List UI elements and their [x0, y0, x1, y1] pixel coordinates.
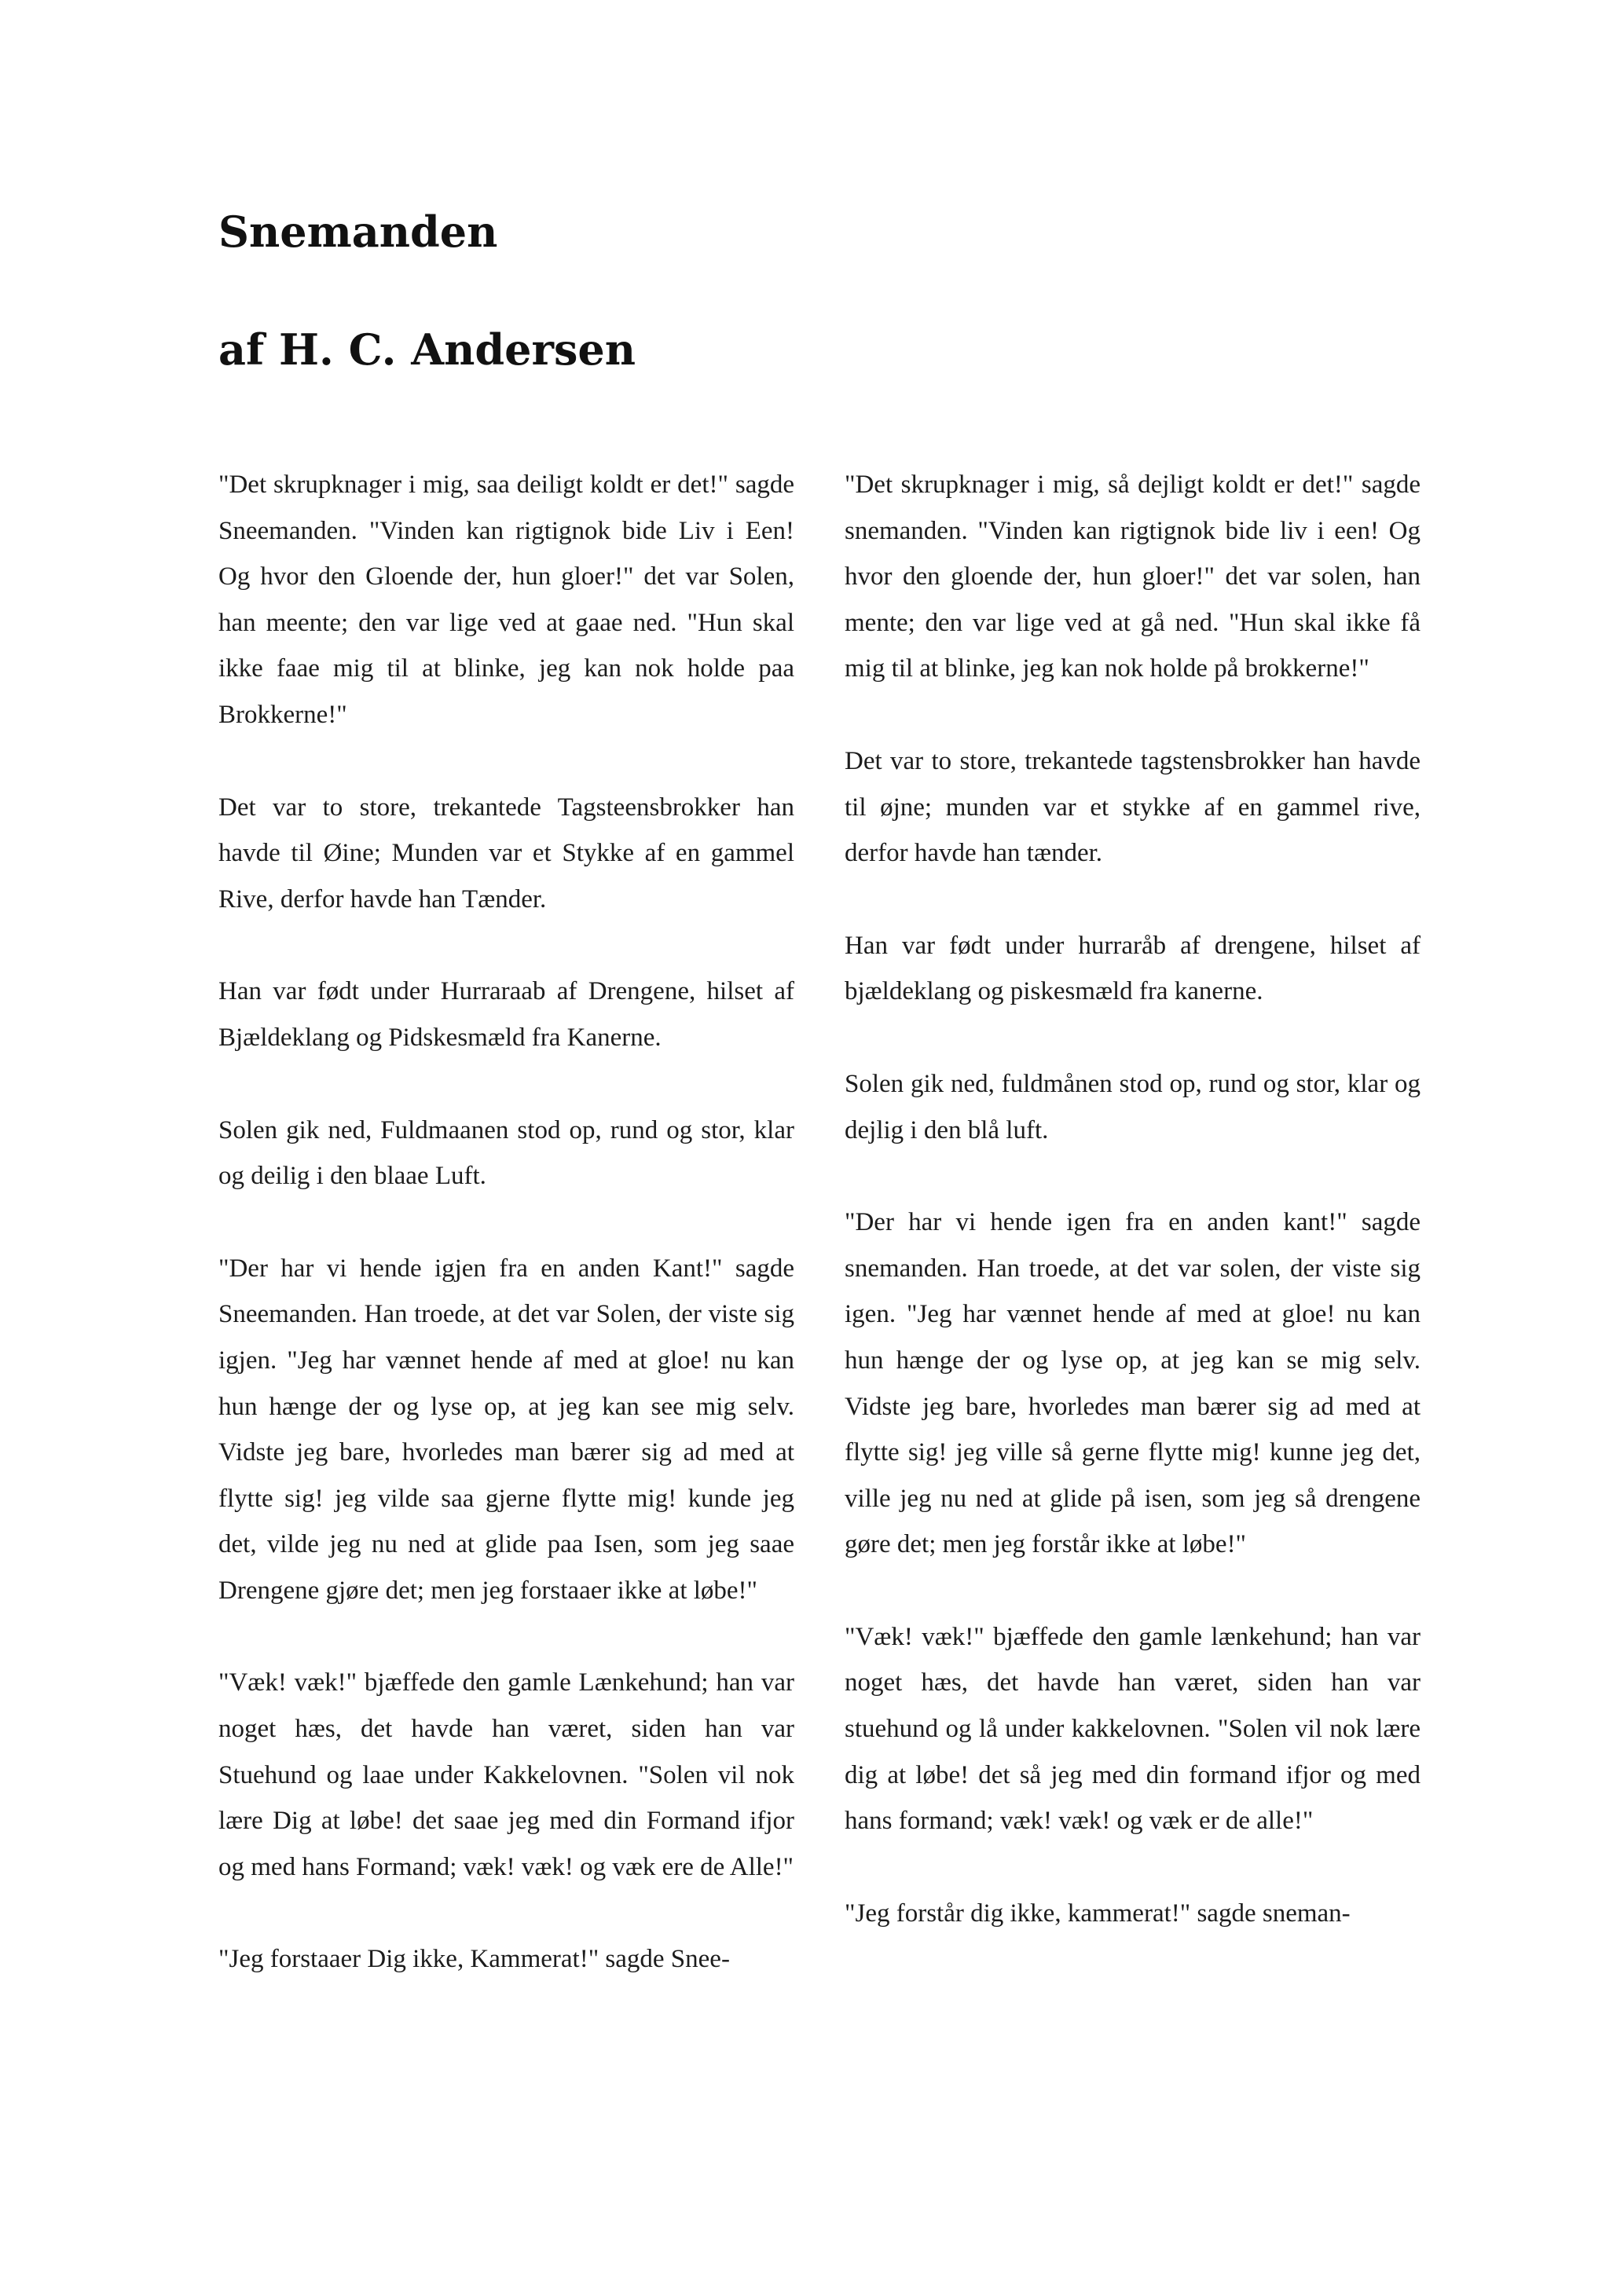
paragraph: "Der har vi hende igen fra en anden kant!" sagde snemanden. Han troede, at det var solen, der viste sig igen. "Jeg har vænnet hende af med at gloe! nu kan hun hænge der og lyse op, at jeg kan se mig selv. Vidste jeg bare, hvorledes man bærer sig ad med at flytte sig! jeg ville så gerne flytte mig! kunne jeg det, ville jeg nu ned at glide på isen, som jeg så drengene gøre det; men jeg forstår ikke at løbe!": [845, 1208, 1421, 1559]
paragraph: Solen gik ned, fuldmånen stod op, rund og stor, klar og dejlig i den blå luft.: [845, 1069, 1421, 1144]
paragraph: "Jeg forstår dig ikke, kammerat!" sagde sneman-: [845, 1899, 1351, 1928]
paragraph: Han var født under Hurraraab af Drengene, hilset af Bjældeklang og Pidskesmæld fra Kanerne.: [218, 977, 794, 1052]
right-column-modern-spelling: [845, 462, 1421, 1983]
paragraph: "Væk! væk!" bjæffede den gamle Lænkehund; han var noget hæs, det havde han været, siden han var Stuehund og laae under Kakkelovnen. "Solen vil nok lære Dig at løbe! det saae jeg med din Formand ifjor og med hans Formand; væk! væk! og væk ere de Alle!": [218, 1668, 794, 1881]
paragraph: "Det skrupknager i mig, saa deiligt koldt er det!" sagde Sneemanden. "Vinden kan rigtignok bide Liv i Een! Og hvor den Gloende der, hun gloer!" det var Solen, han meente; den var lige ved at gaae ned. "Hun skal ikke faae mig til at blinke, jeg kan nok holde paa Brokkerne!": [218, 471, 794, 729]
document-author: af H. C. Andersen: [218, 324, 636, 375]
paragraph: Det var to store, trekantede Tagsteensbrokker han havde til Øine; Munden var et Stykke af en gammel Rive, derfor havde han Tænder.: [218, 793, 794, 914]
paragraph: "Der har vi hende igjen fra en anden Kant!" sagde Sneemanden. Han troede, at det var Solen, der viste sig igjen. "Jeg har vænnet hende af med at gloe! nu kan hun hænge der og lyse op, at jeg kan see mig selv. Vidste jeg bare, hvorledes man bærer sig ad med at flytte sig! jeg vilde saa gjerne flytte mig! kunde jeg det, vilde jeg nu ned at glide paa Isen, som jeg saae Drengene gjøre det; men jeg forstaaer ikke at løbe!": [218, 1254, 794, 1605]
paragraph: "Jeg forstaaer Dig ikke, Kammerat!" sagde Snee-: [218, 1945, 730, 1974]
paragraph: Solen gik ned, Fuldmaanen stod op, rund og stor, klar og deilig i den blaae Luft.: [218, 1115, 794, 1191]
paragraph: Han var født under hurraråb af drengene, hilset af bjældeklang og piskesmæld fra kanerne.: [845, 931, 1421, 1006]
document-title: Snemanden: [218, 207, 498, 257]
paragraph: "Væk! væk!" bjæffede den gamle lænkehund; han var noget hæs, det havde han været, siden han var stuehund og lå under kakkelovnen. "Solen vil nok lære dig at løbe! det så jeg med din formand ifjor og med hans formand; væk! væk! og væk er de alle!": [845, 1622, 1421, 1836]
paragraph: "Det skrupknager i mig, så dejligt koldt er det!" sagde snemanden. "Vinden kan rigtignok bide liv i een! Og hvor den gloende der, hun gloer!" det var solen, han mente; den var lige ved at gå ned. "Hun skal ikke få mig til at blinke, jeg kan nok holde på brokkerne!": [845, 471, 1421, 683]
paragraph: Det var to store, trekantede tagstensbrokker han havde til øjne; munden var et stykke af en gammel rive, derfor havde han tænder.: [845, 746, 1421, 868]
left-column-original-spelling: [218, 462, 794, 2029]
